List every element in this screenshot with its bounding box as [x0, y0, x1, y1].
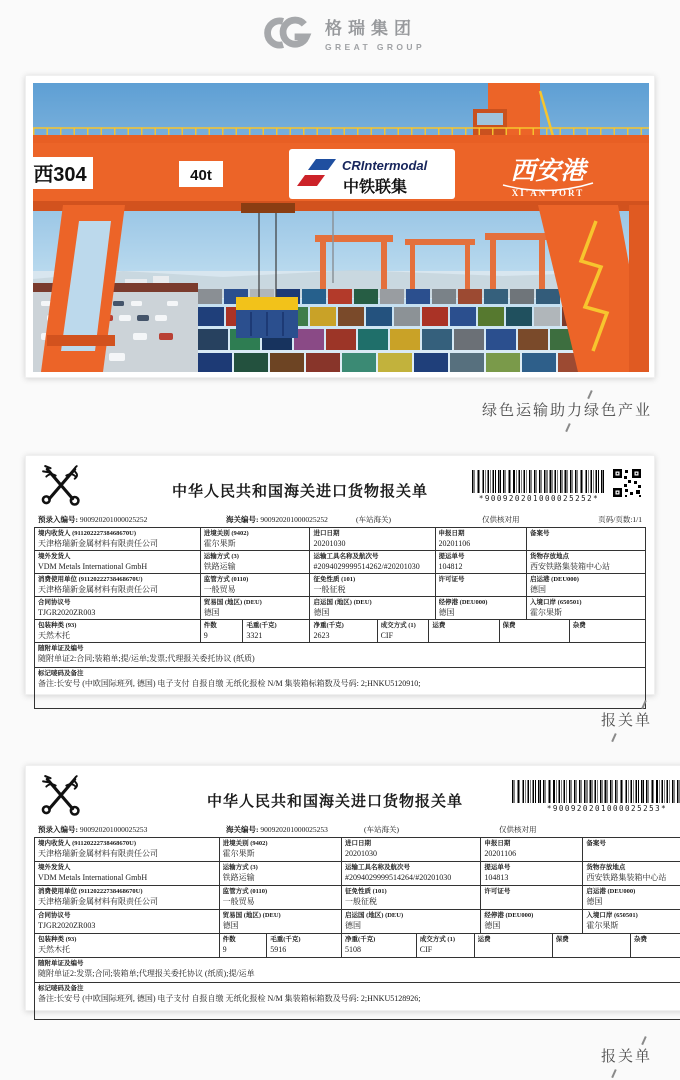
caption-text: 报关单	[600, 1048, 652, 1065]
customs-emblem-icon	[40, 774, 82, 816]
barcode	[472, 470, 606, 503]
form-field: 申报日期 20201106	[435, 528, 527, 550]
declaration-table	[34, 527, 646, 709]
form-field: 许可证号	[480, 886, 582, 909]
form-field: 净重(千克) 5108	[341, 934, 416, 957]
form-field: 提运单号 104813	[480, 862, 582, 885]
form-field: 征免性质 (101) 一般征税	[309, 574, 434, 596]
form-field: 贸易国 (地区) (DEU) 德国	[219, 910, 341, 933]
declaration-caption-1	[601, 700, 652, 742]
customs-declaration-1	[25, 455, 655, 695]
preentry-number: 900920201000025252	[79, 515, 148, 524]
form-field: 启运港 (DEU000) 德国	[582, 886, 680, 909]
customs-no-label: 海关编号:	[226, 515, 259, 524]
sign-crane-no: 西304	[33, 164, 87, 186]
attached-documents: 随附单证及编号 随附单证2:合同;装箱单;提/运单;发票;代理报关委托协议 (纸质)	[35, 642, 645, 667]
sign-brand-en: CRIntermodal	[342, 158, 428, 173]
form-field: 境内收货人 (91120222738468670U) 天津格瑞新金属材料有限责任公司	[38, 840, 158, 858]
sign-port-cn: 西安港	[510, 158, 586, 185]
slash-decoration	[611, 733, 616, 742]
declaration-caption-2	[601, 1036, 652, 1078]
form-field: 境外发货人 VDM Metals International GmbH	[38, 553, 148, 571]
form-numbers-row	[34, 514, 646, 527]
form-field: 运费	[474, 934, 552, 957]
form-field: 备案号	[582, 838, 680, 861]
slash-decoration	[611, 1069, 616, 1078]
form-field: 经停港 (DEU000) 德国	[480, 910, 582, 933]
form-field: 进口日期 20201030	[341, 838, 480, 861]
check-note: 仅供核对用	[499, 825, 537, 834]
preentry-label: 预录入编号:	[38, 515, 78, 524]
form-field: 杂费	[569, 620, 645, 642]
form-field: 进口日期 20201030	[309, 528, 434, 550]
form-field: 运费	[428, 620, 498, 642]
customs-number: 900920201000025252	[260, 515, 328, 524]
barcode	[512, 780, 680, 813]
port-photo-card	[25, 75, 655, 378]
page-indicator: 页码/页数:1/1	[598, 515, 642, 524]
form-field: 监管方式 (0110) 一般贸易	[200, 574, 310, 596]
form-field: 杂费	[630, 934, 680, 957]
customs-office: (车站海关)	[364, 825, 399, 834]
marks-and-remarks: 标记唛码及备注 备注:长安号 (中欧国际班列, 德国) 电子支付 自报自缴 无纸化报检 N/M 集装箱标箱数及号码: 2;HNKU5128926;	[35, 982, 680, 1019]
form-field: 包装种类 (93) 天然木托	[38, 622, 77, 640]
marks-and-remarks: 标记唛码及备注 备注:长安号 (中欧国际班列, 德国) 电子支付 自报自缴 无纸化报检 N/M 集装箱标箱数及号码: 2;HNKU5120910;	[35, 667, 645, 708]
check-note: 仅供核对用	[482, 515, 520, 524]
form-field: 境内收货人 (91120222738468670U) 天津格瑞新金属材料有限责任公司	[38, 530, 158, 548]
form-field: 成交方式 (1) CIF	[416, 934, 474, 957]
form-field: 保费	[552, 934, 630, 957]
crintermodal-sign	[289, 149, 455, 199]
form-field: 征免性质 (101) 一般征税	[341, 886, 480, 909]
company-name-cn: 格瑞集团	[324, 19, 417, 38]
form-field: 贸易国 (地区) (DEU) 德国	[200, 597, 310, 619]
customs-emblem-icon	[40, 464, 82, 506]
declaration-table	[34, 837, 680, 1020]
photo-caption	[482, 390, 652, 432]
form-field: 货物存放地点 西安铁路集装箱中心站	[582, 862, 680, 885]
preentry-label: 预录入编号:	[38, 825, 78, 834]
slash-decoration	[641, 700, 646, 709]
slash-decoration	[565, 423, 570, 432]
form-field: 运输方式 (3) 铁路运输	[219, 862, 341, 885]
form-field: 成交方式 (1) CIF	[377, 620, 429, 642]
customs-no-label: 海关编号:	[226, 825, 259, 834]
form-field: 货物存放地点 西安铁路集装箱中心站	[526, 551, 645, 573]
port-photo	[33, 83, 649, 372]
form-field: 保费	[499, 620, 569, 642]
customs-declaration-2	[25, 765, 680, 1011]
sign-brand-cn: 中铁联集	[343, 179, 408, 196]
form-field: 经停港 (DEU000) 德国	[435, 597, 527, 619]
form-title: 中华人民共和国海关进口货物报关单	[171, 484, 428, 500]
sign-port-en: XI'AN PORT	[511, 188, 585, 198]
form-field: 毛重(千克) 5916	[266, 934, 341, 957]
form-field: 境外发货人 VDM Metals International GmbH	[38, 864, 148, 882]
form-field: 消费使用单位 (91120222738468670U) 天津格瑞新金属材料有限责任公司	[38, 576, 158, 594]
form-field: 包装种类 (93) 天然木托	[38, 936, 77, 954]
barcode-text: *900920201000025253*	[546, 804, 668, 813]
form-field: 启运国 (地区) (DEU) 德国	[309, 597, 434, 619]
barcode-bars	[472, 470, 606, 493]
attached-documents: 随附单证及编号 随附单证2:发票;合同;装箱单;代理报关委托协议 (纸质);提/运单	[35, 957, 680, 982]
form-field: 入境口岸 (650501) 霍尔果斯	[526, 597, 645, 619]
form-field: 进境关别 (9402) 霍尔果斯	[200, 528, 310, 550]
slash-decoration	[641, 1036, 646, 1045]
caption-text: 报关单	[600, 712, 652, 729]
preentry-number: 900920201000025253	[79, 825, 148, 834]
form-field: 启运港 (DEU000) 德国	[526, 574, 645, 596]
cg-monogram-icon	[255, 15, 313, 51]
company-logo	[0, 14, 680, 52]
caption-text: 绿色运输助力绿色产业	[481, 402, 652, 419]
company-name-en: GREAT GROUP	[324, 42, 426, 52]
form-field: 进境关别 (9402) 霍尔果斯	[219, 838, 341, 861]
sign-tonnage: 40t	[190, 167, 212, 184]
form-field: 入境口岸 (650501) 霍尔果斯	[582, 910, 680, 933]
form-field: 件数 9	[200, 620, 243, 642]
form-title: 中华人民共和国海关进口货物报关单	[206, 794, 463, 810]
form-field: 备案号	[526, 528, 645, 550]
customs-office: (车站海关)	[356, 515, 391, 524]
form-field: 净重(千克) 2623	[309, 620, 376, 642]
form-field: 启运国 (地区) (DEU) 德国	[341, 910, 480, 933]
form-field: 运输方式 (3) 铁路运输	[200, 551, 310, 573]
barcode-text: *900920201000025252*	[478, 494, 600, 503]
slash-decoration	[587, 390, 592, 399]
form-field: 消费使用单位 (91120222738468670U) 天津格瑞新金属材料有限责任公司	[38, 888, 158, 906]
qr-code-icon	[612, 468, 642, 498]
form-field: 合同协议号 TJGR2020ZR003	[38, 912, 96, 930]
form-field: 监管方式 (0110) 一般贸易	[219, 886, 341, 909]
form-field: 许可证号	[435, 574, 527, 596]
barcode-bars	[512, 780, 680, 803]
customs-number: 900920201000025253	[260, 825, 328, 834]
form-field: 运输工具名称及航次号 #2094029999514262/#20201030	[309, 551, 434, 573]
form-field: 毛重(千克) 3321	[242, 620, 309, 642]
form-field: 申报日期 20201106	[480, 838, 582, 861]
form-numbers-row	[34, 824, 680, 837]
form-field: 合同协议号 TJGR2020ZR003	[38, 599, 96, 617]
form-field: 件数 9	[219, 934, 267, 957]
form-field: 运输工具名称及航次号 #2094029999514264/#20201030	[341, 862, 480, 885]
form-field: 提运单号 104812	[435, 551, 527, 573]
xian-port-sign	[503, 157, 593, 198]
